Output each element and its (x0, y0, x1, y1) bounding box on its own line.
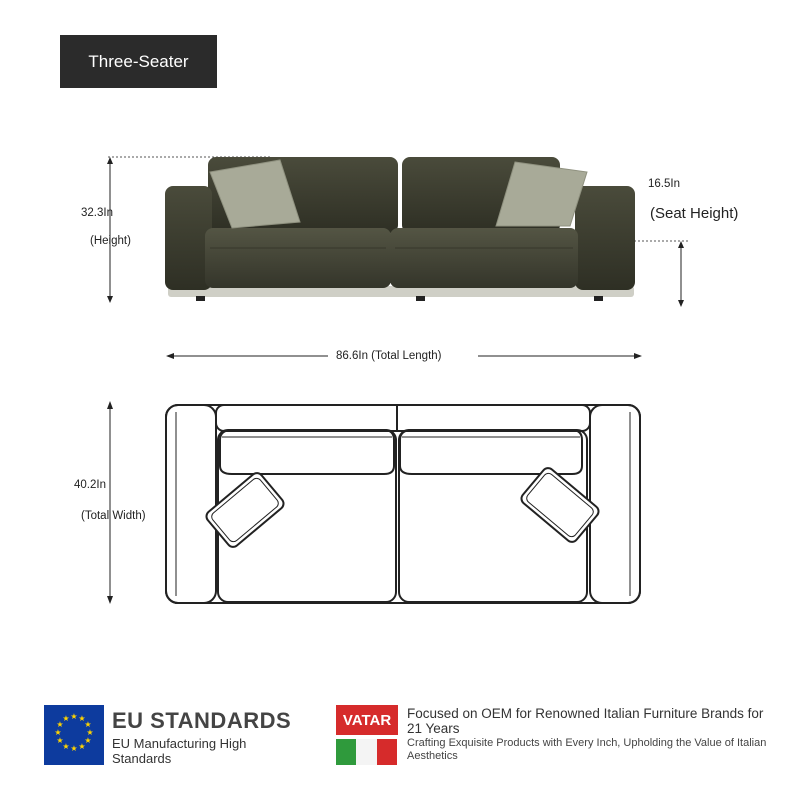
width-value: 40.2In (74, 479, 106, 491)
height-label: (Height) (90, 235, 131, 247)
svg-text:★: ★ (62, 714, 70, 723)
svg-text:★: ★ (62, 742, 70, 751)
width-label: (Total Width) (81, 510, 146, 522)
svg-text:★: ★ (84, 736, 92, 745)
vatar-title: Focused on OEM for Renowned Italian Furniture Brands for 21 Years (407, 706, 764, 736)
length-label: 86.6In (Total Length) (336, 350, 442, 362)
three-seater-badge: Three-Seater (60, 35, 217, 88)
seat-height-value: 16.5In (648, 178, 680, 190)
height-value: 32.3In (81, 207, 113, 219)
svg-text:★: ★ (86, 728, 94, 737)
svg-text:★: ★ (70, 744, 78, 753)
vatar-subtitle: Crafting Exquisite Products with Every Inch, Upholding the Value of Italian Aesthetics (407, 737, 767, 762)
svg-text:★: ★ (54, 728, 62, 737)
seat-height-label: (Seat Height) (650, 205, 739, 222)
eu-standards-title: EU STANDARDS (112, 708, 292, 733)
svg-text:★: ★ (56, 736, 64, 745)
svg-text:★: ★ (78, 714, 86, 723)
svg-text:★: ★ (70, 712, 78, 721)
svg-text:★: ★ (56, 720, 64, 729)
svg-text:★: ★ (78, 742, 86, 751)
vatar-logo: VATAR (336, 705, 398, 735)
svg-text:★: ★ (84, 720, 92, 729)
eu-standards-subtitle: EU Manufacturing High Standards (112, 736, 247, 766)
